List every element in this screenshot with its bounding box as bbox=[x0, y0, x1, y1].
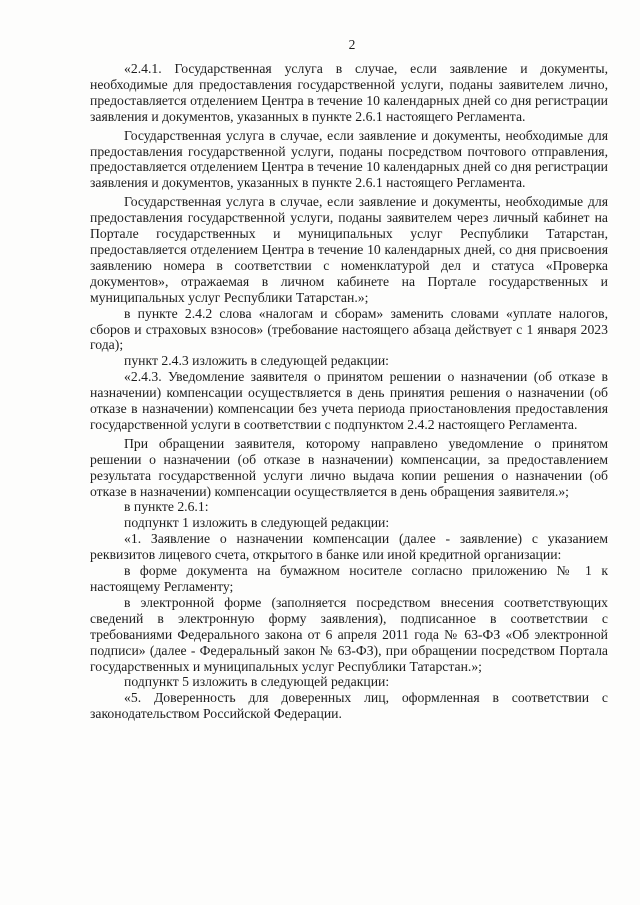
paragraph-2-4-1: «2.4.1. Государственная услуга в случае, если заявление и документы, необходимые для предоставления государственной услуги, поданы заявителем лично, предоставляется отделением Центра в течение 10 календарных дней со дня регистрации заявления и документов, указанных в пункте 2.6.1 настоящего Регламента. bbox=[90, 61, 608, 124]
paragraph-2-6-1: в пункте 2.6.1: bbox=[124, 499, 209, 515]
paragraph-portal: Государственная услуга в случае, если заявление и документы, необходимые для предоставления государственной услуги, поданы заявителем через личный кабинет на Портале государственных и муниципальных услуг Республики Татарстан, предоставляется отделением Центра в течение 10 календарных дней, со дня присвоения заявлению номера в соответствии с номенклатурой дел и статуса «Проверка документов», отражаемая в личном кабинете на Портале государственных и муниципальных услуг Республики Татарстан.»; bbox=[90, 194, 608, 305]
paragraph-subpoint-1-intro: подпункт 1 изложить в следующей редакции: bbox=[124, 515, 390, 531]
paragraph-subpoint-5: «5. Доверенность для доверенных лиц, оформленная в соответствии с законодательством Российской Федерации. bbox=[90, 690, 608, 722]
paragraph-postal: Государственная услуга в случае, если заявление и документы, необходимые для предоставления государственной услуги, поданы посредством почтового отправления, предоставляется отделением Центра в течение 10 календарных дней со дня регистрации заявления и документов, указанных в пункте 2.6.1 настоящего Регламента. bbox=[90, 127, 608, 191]
paragraph-2-4-3: «2.4.3. Уведомление заявителя о принятом решении о назначении (об отказе в назначении) компенсации осуществляется в день принятия решения о назначении (об отказе в назначении) компенсации без учета периода приостановления предоставления государственной услуги в соответствии с подпунктом 2.4.2 настоящего Регламента. bbox=[90, 369, 608, 432]
paragraph-2-4-2: в пункте 2.4.2 слова «налогам и сборам» заменить словами «уплате налогов, сборов и страховых взносов» (требование настоящего абзаца действует с 1 января 2023 года); bbox=[90, 305, 608, 353]
page-number: 2 bbox=[348, 37, 356, 52]
paragraph-2-4-3-intro: пункт 2.4.3 изложить в следующей редакции: bbox=[124, 353, 389, 369]
paragraph-personal-request: При обращении заявителя, которому направлено уведомление о принятом решении о назначении (об отказе в назначении) компенсации, за предоставлением результата государственной услуги лично выдача копии решения о назначении (об отказе в назначении) компенсации осуществляется в день обращения заявителя.»; bbox=[90, 435, 608, 499]
paragraph-subpoint-5-intro: подпункт 5 изложить в следующей редакции: bbox=[124, 674, 390, 690]
paragraph-electronic-form: в электронной форме (заполняется посредством внесения соответствующих сведений в электронную форму заявления), подписанное в соответствии с требованиями Федерального закона от 6 апреля 2011 года № 63-ФЗ «Об электронной подписи» (далее - Федеральный закон № 63-ФЗ), при обращении посредством Портала государственных и муниципальных услуг Республики Татарстан.»; bbox=[90, 594, 608, 674]
paragraph-paper-form: в форме документа на бумажном носителе согласно приложению № 1 к настоящему Регламенту; bbox=[90, 563, 608, 594]
paragraph-subpoint-1: «1. Заявление о назначении компенсации (далее - заявление) с указанием реквизитов лицевого счета, открытого в банке или иной кредитной организации: bbox=[90, 531, 608, 563]
